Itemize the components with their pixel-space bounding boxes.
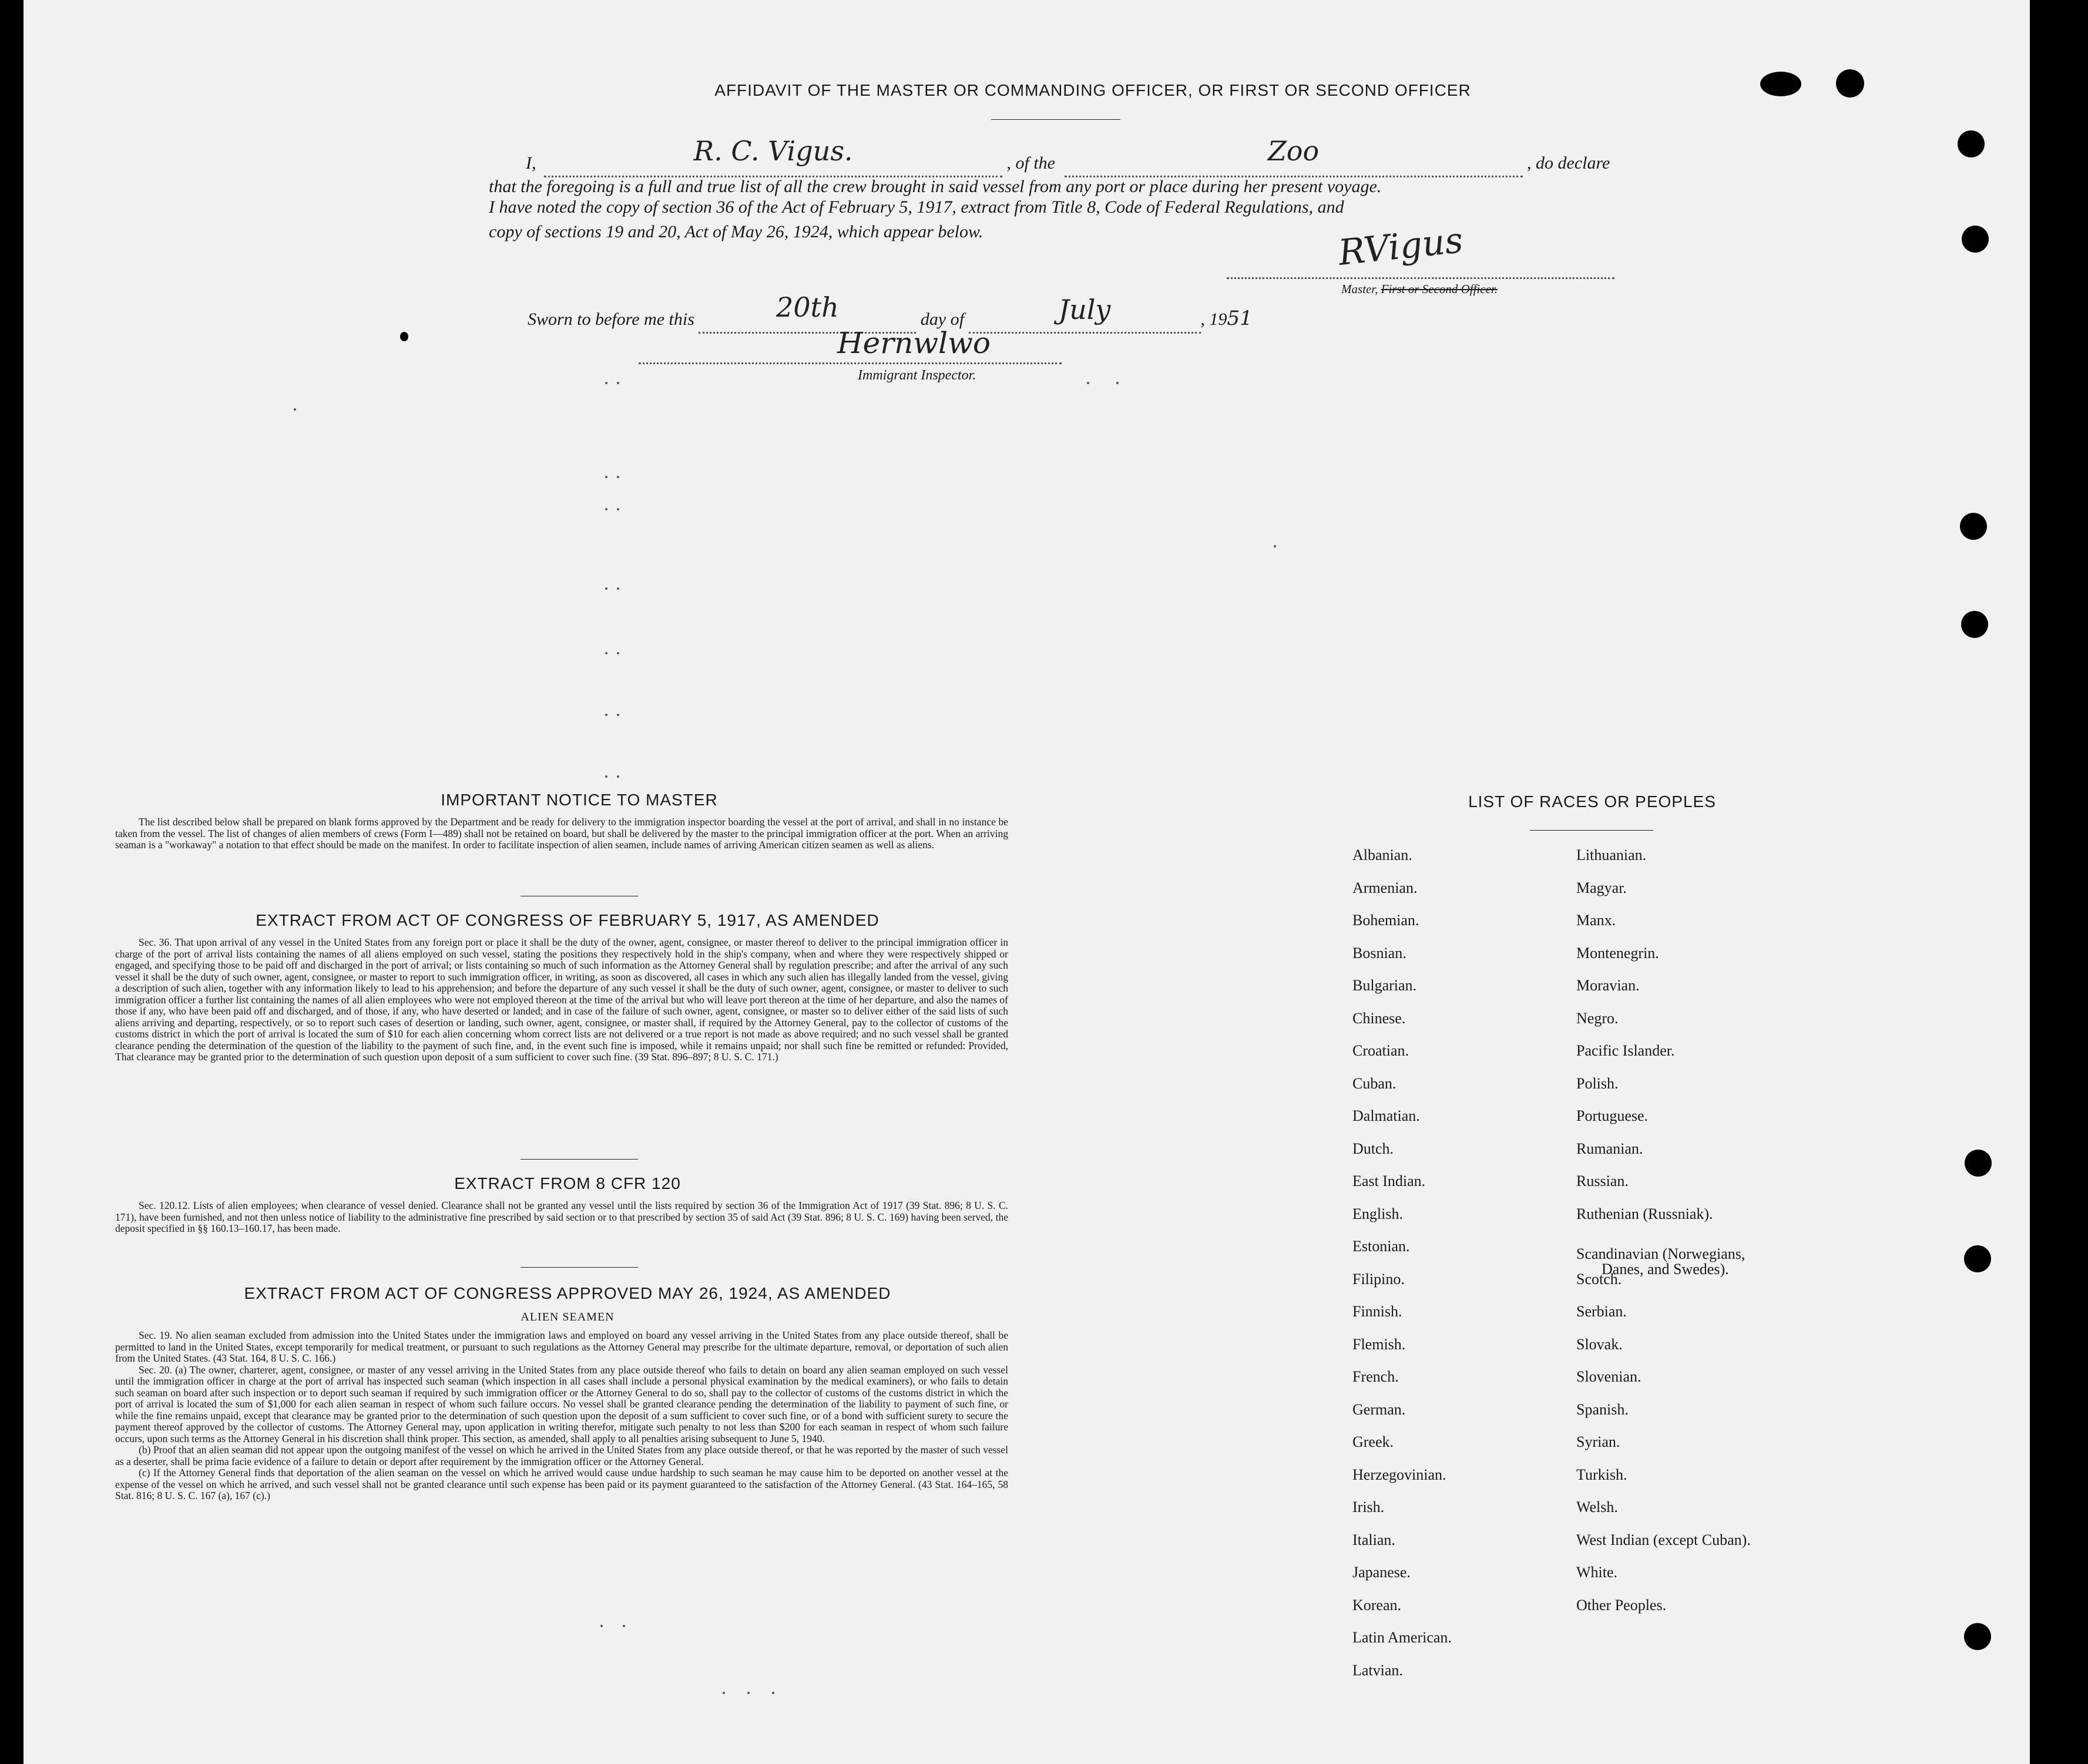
race-item: Japanese. — [1352, 1564, 1411, 1581]
document-page — [24, 0, 2030, 1764]
sworn-year-prefix: , 19 — [1200, 310, 1227, 329]
race-item: Lithuanian. — [1576, 846, 1647, 863]
race-item: Scandinavian (Norwegians, — [1576, 1245, 1745, 1262]
race-item: Turkish. — [1576, 1466, 1627, 1483]
race-item: Dutch. — [1352, 1140, 1394, 1157]
officer-name: R. C. Vigus. — [693, 135, 853, 167]
race-item: Finnish. — [1352, 1303, 1402, 1320]
race-item: Dalmatian. — [1352, 1107, 1420, 1124]
extract-1924-sections — [115, 1330, 1008, 1502]
inspector-signature: Hernwlwo — [837, 326, 991, 360]
race-item: White. — [1576, 1564, 1618, 1581]
caption-master: Master, — [1341, 282, 1378, 296]
sworn-mid: day of — [920, 310, 965, 329]
race-item: Bulgarian. — [1352, 977, 1417, 994]
declaration-line-1 — [526, 135, 1624, 177]
title-divider — [991, 119, 1120, 120]
races-title: LIST OF RACES OR PEOPLES — [1468, 792, 1716, 811]
race-item: Italian. — [1352, 1531, 1395, 1548]
race-item: Filipino. — [1352, 1270, 1405, 1288]
race-item: Pacific Islander. — [1576, 1042, 1675, 1059]
extract-1917-title: EXTRACT FROM ACT OF CONGRESS OF FEBRUARY 5, 1917, AS AMENDED — [256, 911, 879, 929]
race-item: Flemish. — [1352, 1335, 1406, 1353]
master-signature-line — [1227, 277, 1614, 279]
race-item: Spanish. — [1576, 1400, 1629, 1418]
punch-hole — [1960, 513, 1987, 540]
inspector-caption: Immigrant Inspector. — [858, 368, 976, 383]
race-item: Croatian. — [1352, 1042, 1409, 1059]
race-item: Latvian. — [1352, 1661, 1403, 1679]
extract-1924-sec20c: (c) If the Attorney General finds that deportation of the alien seaman on the vessel on which he arrived would cause undue hardship to such seaman he may cause him to be deported on another vessel at the expense of the vessel on which he arrived, and such vessel shall not be granted clearance until such expense has been paid or its payment guaranteed to the satisfaction of the Attorney General. (43 Stat. 164–165, 58 Stat. 816; 8 U. S. C. 167 (a), 167 (c).) — [115, 1467, 1008, 1501]
race-item: Bosnian. — [1352, 944, 1406, 962]
officer-name-field — [544, 135, 1002, 177]
race-item: Slovenian. — [1576, 1368, 1641, 1385]
punch-hole — [1964, 1623, 1991, 1650]
race-item: Rumanian. — [1576, 1140, 1643, 1157]
race-item: Polish. — [1576, 1074, 1619, 1092]
race-item: Latin American. — [1352, 1629, 1452, 1646]
race-item: German. — [1352, 1400, 1406, 1418]
extract-1924-subtitle: ALIEN SEAMEN — [521, 1311, 615, 1323]
race-item: Estonian. — [1352, 1238, 1410, 1255]
race-item: Montenegrin. — [1576, 944, 1659, 962]
race-item: Bohemian. — [1352, 912, 1419, 929]
race-item: Portuguese. — [1576, 1107, 1649, 1124]
cfr-divider — [521, 1267, 638, 1268]
race-item: French. — [1352, 1368, 1399, 1385]
race-item: Syrian. — [1576, 1433, 1620, 1450]
extract-1924-sec20b: (b) Proof that an alien seaman did not appear upon the outgoing manifest of the vessel on which he arrived in the United States from any place outside thereof, or that he was reported by the master of such vessel as a deserter, shall be prima facie evidence of a failure to detain or deport after requirement by the immigration officer or the Attorney General. — [115, 1444, 1008, 1467]
race-item: West Indian (except Cuban). — [1576, 1531, 1751, 1548]
scan-mark — [400, 332, 408, 341]
vessel-name-field — [1065, 135, 1523, 177]
punch-mark — [1836, 69, 1864, 98]
race-item: Greek. — [1352, 1433, 1394, 1450]
extract-1924-sec20a: Sec. 20. (a) The owner, charterer, agent, consignee, or master of any vessel arriving in the United States from any place outside thereof who fails to detain on board any alien seaman employed on such vessel until the immigration officer in charge at the port of arrival has inspected such seaman (which inspection in all cases shall include a personal physical examination by the medical examiners), or who fails to detain such seaman on board after such inspection or to deport such seaman if required by such immigration officer or the Attorney General to do so, shall pay to the collector of customs of the customs district in which the port of arrival is located the sum of $1,000 for each alien seaman in respect of whom such failure occurs. No vessel shall be granted clearance pending the determination of the liability to payment of such fine, or while the fine remains unpaid, except that clearance may be granted prior to the determination of such question upon the deposit of a sum sufficient to cover such fine, or of a bond with sufficient surety to secure the payment thereof approved by the collector of customs. The Attorney General may, upon application in writing therefor, mitigate such penalty to not less than $200 for each seaman in respect of whom such failure occurs, upon such terms as the Attorney General in his discretion shall think proper. This section, as amended, shall apply to all penalties arising subsequent to June 5, 1940. — [115, 1363, 1008, 1444]
race-item: Russian. — [1576, 1172, 1629, 1190]
sworn-month-field — [969, 294, 1201, 334]
punch-hole — [1965, 1150, 1992, 1177]
notice-text: The list described below shall be prepared on blank forms approved by the Department and be ready for delivery to the immigration inspector boarding the vessel at the port of arrival, and shall in no instance be taken from the vessel. The list of changes of alien members of crews (Form I—489) shall not be retained on board, but shall be delivered by the master to the principal immigration officer at the port. When an arriving seaman is a "workaway" a notation to that effect should be made on the manifest. In order to facilitate inspection of alien seamen, include names of arriving American citizen seamen as well as aliens. — [115, 816, 1008, 851]
race-item: Manx. — [1576, 912, 1616, 929]
race-item: Albanian. — [1352, 846, 1412, 863]
extract-1924-sec19: Sec. 19. No alien seaman excluded from admission into the United States under the immigration laws and employed on board any vessel arriving in the United States from any place outside thereof, shall be permitted to land in the United States, except temporarily for medical treatment, or pursuant to such regulations as the Attorney General may prescribe for the ultimate departure, removal, or deportation of such alien from the United States. (43 Stat. 164, 8 U. S. C. 166.) — [115, 1329, 1008, 1364]
affidavit-title: AFFIDAVIT OF THE MASTER OR COMMANDING OFFICER, OR FIRST OR SECOND OFFICER — [714, 81, 1471, 99]
extract-1917-divider — [521, 1159, 638, 1160]
caption-struck-officer: First or Second Officer. — [1381, 282, 1498, 296]
sworn-year: 51 — [1227, 307, 1253, 330]
race-item: Ruthenian (Russniak). — [1576, 1205, 1713, 1222]
race-item: Irish. — [1352, 1498, 1385, 1516]
race-item: Armenian. — [1352, 879, 1418, 896]
cfr-sec-120-12: Sec. 120.12. Lists of alien employees; when clearance of vessel denied. Clearance shall not be granted any vessel until the lists required by section 36 of the Immigration Act of 1917 (39 Stat. 896; 8 U. S. C. 171), have been furnished, and not then unless notice of liability to the administrative fine prescribed by said section or to that prescribed by section 35 of said Act (39 Stat. 896; 8 U. S. C. 169) having been served, the deposit specified in §§ 160.13–160.17, has been made. — [115, 1199, 1008, 1234]
race-item: Korean. — [1352, 1596, 1402, 1614]
race-item: Serbian. — [1576, 1303, 1627, 1320]
sworn-day: 20th — [776, 291, 839, 323]
punch-mark — [1760, 72, 1801, 96]
master-signature: RVigus — [1336, 220, 1465, 274]
race-item: Moravian. — [1576, 977, 1640, 994]
declaration-suffix: , do declare — [1527, 153, 1610, 173]
race-item: Negro. — [1576, 1009, 1619, 1027]
extract-1924-title: EXTRACT FROM ACT OF CONGRESS APPROVED MAY 26, 1924, AS AMENDED — [244, 1284, 891, 1302]
notice-title: IMPORTANT NOTICE TO MASTER — [441, 791, 718, 809]
punch-hole — [1961, 611, 1988, 638]
declaration-prefix: I, — [526, 153, 536, 173]
race-item: English. — [1352, 1205, 1403, 1222]
declaration-line-2: that the foregoing is a full and true list of all the crew brought in said vessel from any port or place during her present voyage. — [489, 177, 1382, 196]
race-item: Other Peoples. — [1576, 1596, 1667, 1614]
race-item: Chinese. — [1352, 1009, 1406, 1027]
race-item: Magyar. — [1576, 879, 1627, 896]
punch-hole — [1958, 130, 1985, 157]
race-item: Scotch. — [1576, 1270, 1622, 1288]
race-item: Slovak. — [1576, 1335, 1623, 1353]
inspector-signature-line — [639, 362, 1062, 364]
sworn-month: July — [1058, 294, 1111, 325]
sworn-prefix: Sworn to before me this — [528, 310, 694, 329]
vessel-name: Zoo — [1267, 135, 1320, 167]
race-item: East Indian. — [1352, 1172, 1426, 1190]
declaration-line-3: I have noted the copy of section 36 of the Act of February 5, 1917, extract from Title 8, Code of Federal Regulations, and — [489, 197, 1344, 217]
declaration-mid: , of the — [1006, 153, 1055, 173]
master-signature-caption — [1341, 282, 1498, 297]
race-item: Cuban. — [1352, 1074, 1397, 1092]
punch-hole — [1962, 226, 1989, 253]
declaration-line-4: copy of sections 19 and 20, Act of May 26, 1924, which appear below. — [489, 222, 983, 241]
races-divider — [1530, 830, 1653, 831]
race-item: Welsh. — [1576, 1498, 1618, 1516]
race-item: Danes, and Swedes). — [1602, 1261, 1729, 1278]
race-item: Herzegovinian. — [1352, 1466, 1446, 1483]
cfr-title: EXTRACT FROM 8 CFR 120 — [454, 1174, 681, 1192]
punch-hole — [1964, 1245, 1991, 1272]
extract-1917-sec36: Sec. 36. That upon arrival of any vessel in the United States from any foreign port or place it shall be the duty of the owner, agent, consignee, or master thereof to deliver to the principal immigration officer in charge of the port of arrival lists containing the names of all aliens employed on such vessel, stating the positions they respectively hold in the ship's company, when and where they were respectively shipped or engaged, and specifying those to be paid off and discharged in the port of arrival; or lists containing so much of such information as the Attorney General shall by regulation prescribe; and after the arrival of any such vessel it shall be the duty of such owner, agent, consignee, or master to report to such immigration officer, in writing, as soon as discovered, all cases in which any such alien has illegally landed from the vessel, giving a description of such alien, together with any information likely to lead to his apprehension; and before the departure of any such vessel it shall be the duty of such owner, agent, consignee, or master to deliver to such immigration officer a further list containing the names of all alien employees who were not employed thereon at the time of the arrival but who will leave port thereon at the time of her departure, and also the names of those if any, who have been paid off and discharged, and of those, if any, who have deserted or landed; and in case of the failure of such owner, agent, consignee, or master so to deliver either of the said lists of such aliens arriving and departing, respectively, or so to report such cases of desertion or landing, such owner, agent, consignee, or master shall, if required by the Attorney General, pay to the collector of customs of the customs district in which the port of arrival is located the sum of $10 for each alien concerning whom correct lists are not delivered or a true report is not made as above required; and no such vessel shall be granted clearance pending the determination of the question of the liability to the payment of such fine, and, in the event such fine is imposed, while it remains unpaid; nor shall such fine be remitted or refunded: Provided, That clearance may be granted prior to the determination of such question upon deposit of a sum sufficient to cover such fine. (39 Stat. 896–897; 8 U. S. C. 171.) — [115, 936, 1008, 1063]
